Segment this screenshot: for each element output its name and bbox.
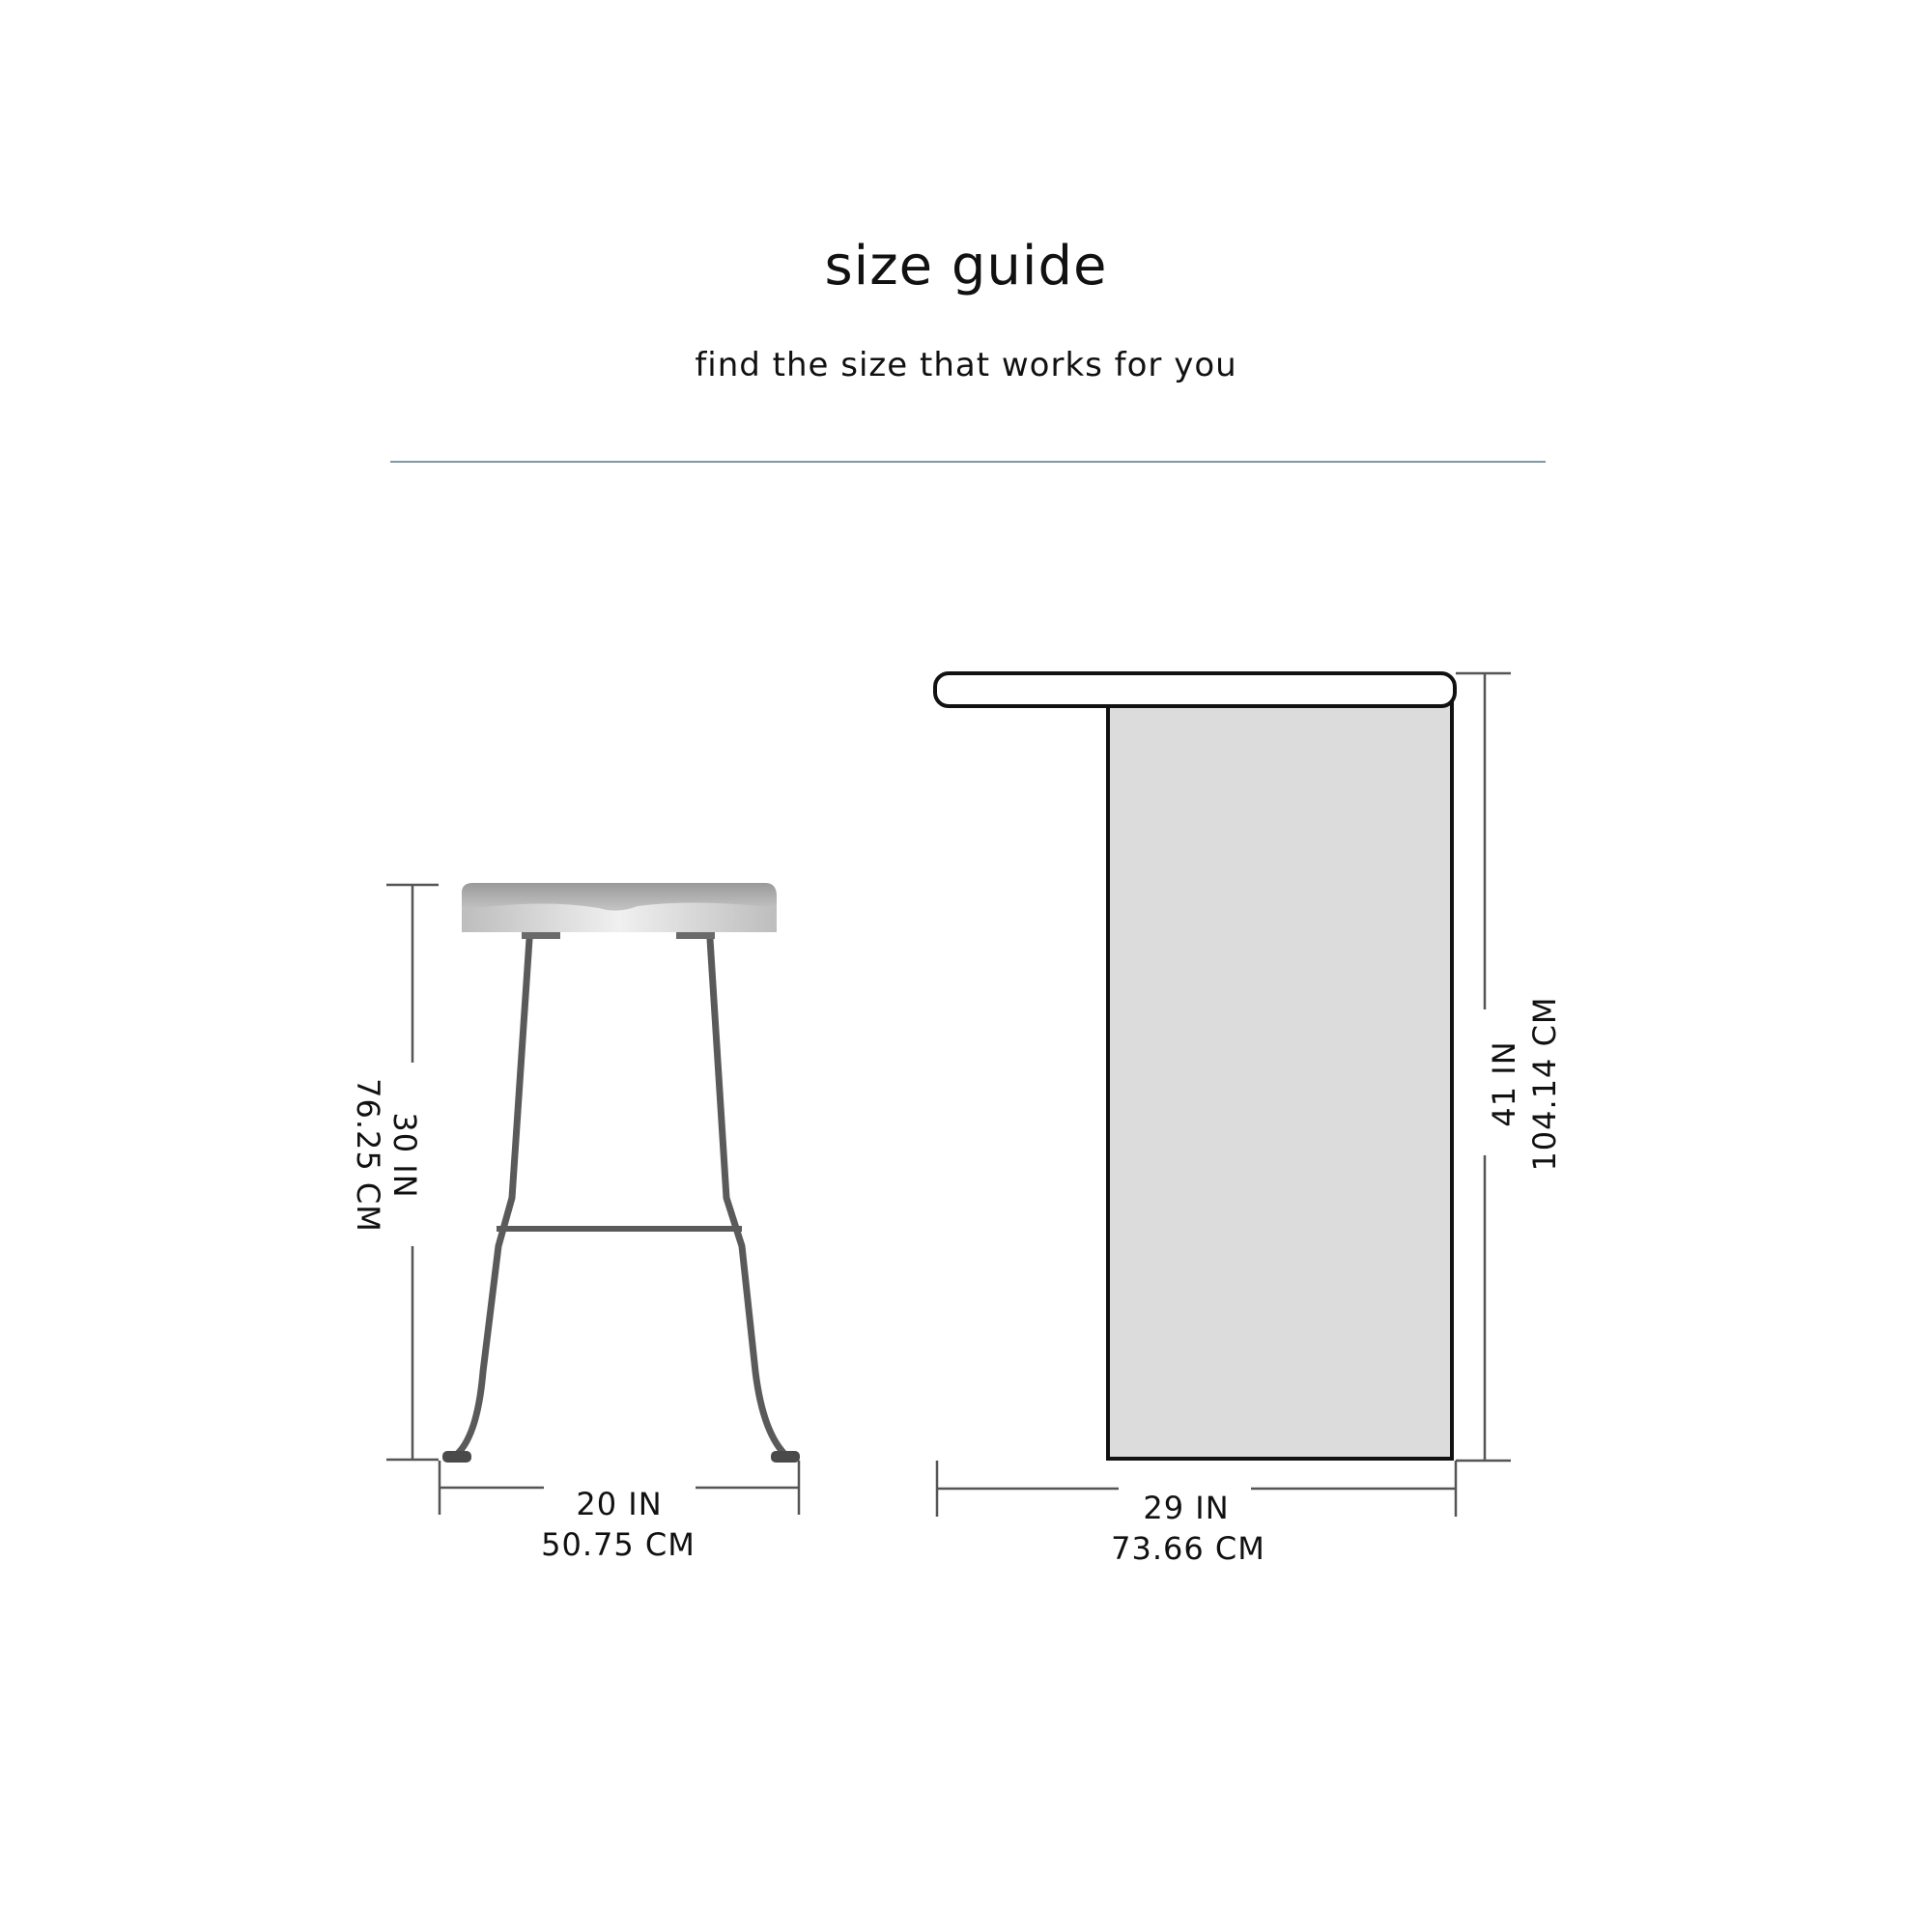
counter-height-label (1486, 996, 1563, 1171)
stool-width-cm: 50.75 CM (541, 1526, 696, 1563)
stool-footrest (497, 1226, 742, 1232)
page-title: size guide (824, 235, 1108, 298)
bar-stool (442, 883, 800, 1463)
counter-body (1108, 703, 1452, 1459)
stool-height-cm: 76.25 CM (350, 1078, 386, 1233)
stool-legs (454, 939, 787, 1457)
stool-height-label (350, 1078, 423, 1233)
stool-width-in: 20 IN (576, 1486, 663, 1522)
stool-right-foot (771, 1451, 800, 1463)
stool-bracket-left (522, 932, 560, 939)
counter-diagram (935, 673, 1455, 1459)
counter-width-cm: 73.66 CM (1111, 1530, 1265, 1567)
stool-height-in: 30 IN (386, 1112, 423, 1199)
counter-height-in: 41 IN (1486, 1040, 1522, 1127)
stool-right-leg (710, 939, 787, 1457)
counter-height-cm: 104.14 CM (1526, 996, 1563, 1172)
stool-bracket-right (676, 932, 715, 939)
counter-top (935, 673, 1455, 706)
page-subtitle: find the size that works for you (695, 346, 1237, 384)
stool-left-leg (454, 939, 529, 1457)
stool-left-foot (442, 1451, 471, 1463)
counter-width-in: 29 IN (1143, 1490, 1230, 1526)
